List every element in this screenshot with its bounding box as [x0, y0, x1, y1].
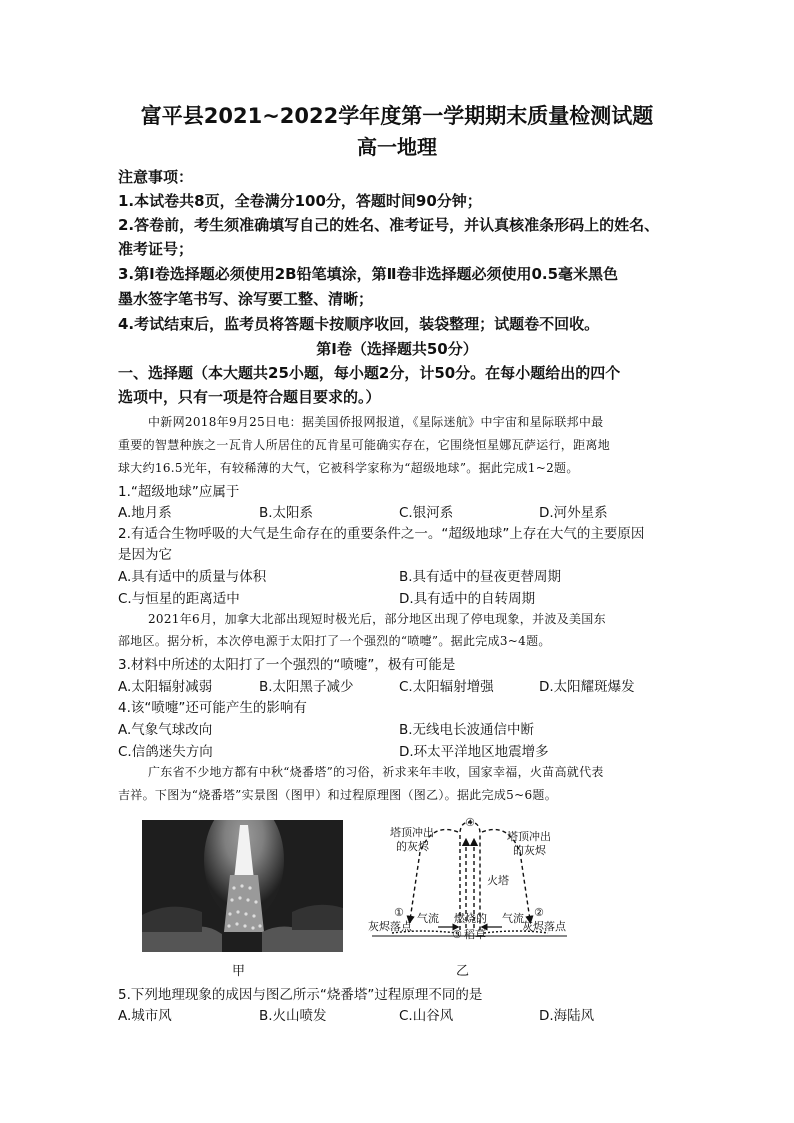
option-d: D.环太平洋地区地震增多 [399, 744, 549, 760]
label-airflow-left: 气流 [417, 913, 439, 925]
option-c: C.太阳辐射增强 [399, 679, 494, 695]
section-instruction: 选项中，只有一项是符合题目要求的。） [118, 388, 381, 406]
notice-item: 墨水签字笔书写、涂写要工整、清晰； [118, 290, 374, 308]
label-right-bottom: 灰烬落点 [522, 921, 566, 933]
material-text: 广东省不少地方都有中秋“烧番塔”的习俗，祈求来年丰收，国家幸福，火苗高就代表 [148, 765, 604, 779]
label-left-bottom: 灰烬落点 [368, 921, 412, 933]
question-stem: 5.下列地理现象的成因与图乙所示“烧番塔”过程原理不同的是 [118, 987, 483, 1003]
option-b: B.火山喷发 [259, 1008, 327, 1024]
label-1: ① [394, 907, 404, 919]
material-text: 2021年6月，加拿大北部出现短时极光后，部分地区出现了停电现象，并波及美国东 [148, 612, 606, 626]
label-burning: 燃烧的 [454, 913, 487, 925]
notice-item: 2.答卷前，考生须准确填写自己的姓名、准考证号，并认真核准条形码上的姓名、 [118, 216, 660, 234]
question-stem: 是因为它 [118, 547, 172, 563]
label-3: ③ [452, 929, 462, 941]
notice-heading: 注意事项： [118, 168, 194, 186]
label-2: ② [534, 907, 544, 919]
option-c: C.山谷风 [399, 1008, 454, 1024]
option-c: C.与恒星的距离适中 [118, 591, 240, 607]
material-text: 吉祥。下图为“烧番塔”实景图（图甲）和过程原理图（图乙）。据此完成5~6题。 [118, 788, 557, 802]
label-right-top: 塔顶冲出 [507, 831, 551, 843]
part1-heading: 第Ⅰ卷（选择题共50分） [316, 340, 478, 358]
label-left-top: 的灰烬 [396, 841, 429, 853]
tower-burning-photo [142, 820, 343, 952]
exam-title: 富平县2021~2022学年度第一学期期末质量检测试题 [140, 104, 654, 128]
label-airflow-right: 气流 [502, 913, 524, 925]
notice-item: 4.考试结束后，监考员将答题卡按顺序收回，装袋整理；试题卷不回收。 [118, 315, 600, 333]
option-c: C.银河系 [399, 505, 454, 521]
question-stem: 3.材料中所述的太阳打了一个强烈的“喷嚏”，极有可能是 [118, 657, 456, 673]
question-stem: 1.“超级地球”应属于 [118, 484, 240, 500]
option-c: C.信鸽迷失方向 [118, 744, 213, 760]
option-d: D.海陆风 [539, 1008, 595, 1024]
option-b: B.太阳系 [259, 505, 314, 521]
burning-tower-process-diagram [362, 812, 577, 952]
option-a: A.地月系 [118, 505, 172, 521]
option-a: A.具有适中的质量与体积 [118, 569, 267, 585]
question-stem: 4.该“喷嚏”还可能产生的影响有 [118, 700, 307, 716]
question-stem: 2.有适合生物呼吸的大气是生命存在的重要条件之一。“超级地球”上存在大气的主要原因 [118, 526, 645, 542]
option-a: A.太阳辐射减弱 [118, 679, 213, 695]
section-instruction: 一、选择题（本大题共25小题，每小题2分，计50分。在每小题给出的四个 [118, 364, 621, 382]
option-d: D.河外星系 [539, 505, 608, 521]
option-a: A.气象气球改向 [118, 722, 213, 738]
option-a: A.城市风 [118, 1008, 172, 1024]
material-text: 部地区。据分析，本次停电源于太阳打了一个强烈的“喷嚏”。据此完成3~4题。 [118, 634, 551, 648]
label-left-top: 塔顶冲出 [390, 827, 434, 839]
figure-caption-b: 乙 [456, 964, 470, 979]
option-d: D.具有适中的自转周期 [399, 591, 536, 607]
material-text: 重要的智慧种族之一瓦肯人所居住的瓦肯星可能确实存在，它围绕恒星娜瓦萨运行，距离地 [118, 438, 611, 452]
notice-item: 3.第Ⅰ卷选择题必须使用2B铅笔填涂，第Ⅱ卷非选择题必须使用0.5毫米黑色 [118, 265, 619, 283]
exam-subject: 高一地理 [357, 135, 437, 159]
label-tower: 火塔 [487, 875, 509, 887]
label-right-top: 的灰烬 [513, 845, 546, 857]
option-b: B.太阳黑子减少 [259, 679, 354, 695]
notice-item: 1.本试卷共8页，全卷满分100分，答题时间90分钟； [118, 192, 482, 210]
label-burning: 稻草 [464, 929, 486, 941]
notice-item: 准考证号； [118, 240, 194, 258]
figure-caption-a: 甲 [232, 964, 246, 979]
option-b: B.无线电长波通信中断 [399, 722, 535, 738]
material-text: 中新网2018年9月25日电：据美国侨报网报道，《星际迷航》中宇宙和星际联邦中最 [148, 415, 604, 429]
material-text: 球大约16.5光年，有较稀薄的大气，它被科学家称为“超级地球”。据此完成1~2题。 [118, 461, 579, 475]
option-d: D.太阳耀斑爆发 [539, 679, 635, 695]
label-4: ④ [465, 817, 475, 829]
option-b: B.具有适中的昼夜更替周期 [399, 569, 562, 585]
